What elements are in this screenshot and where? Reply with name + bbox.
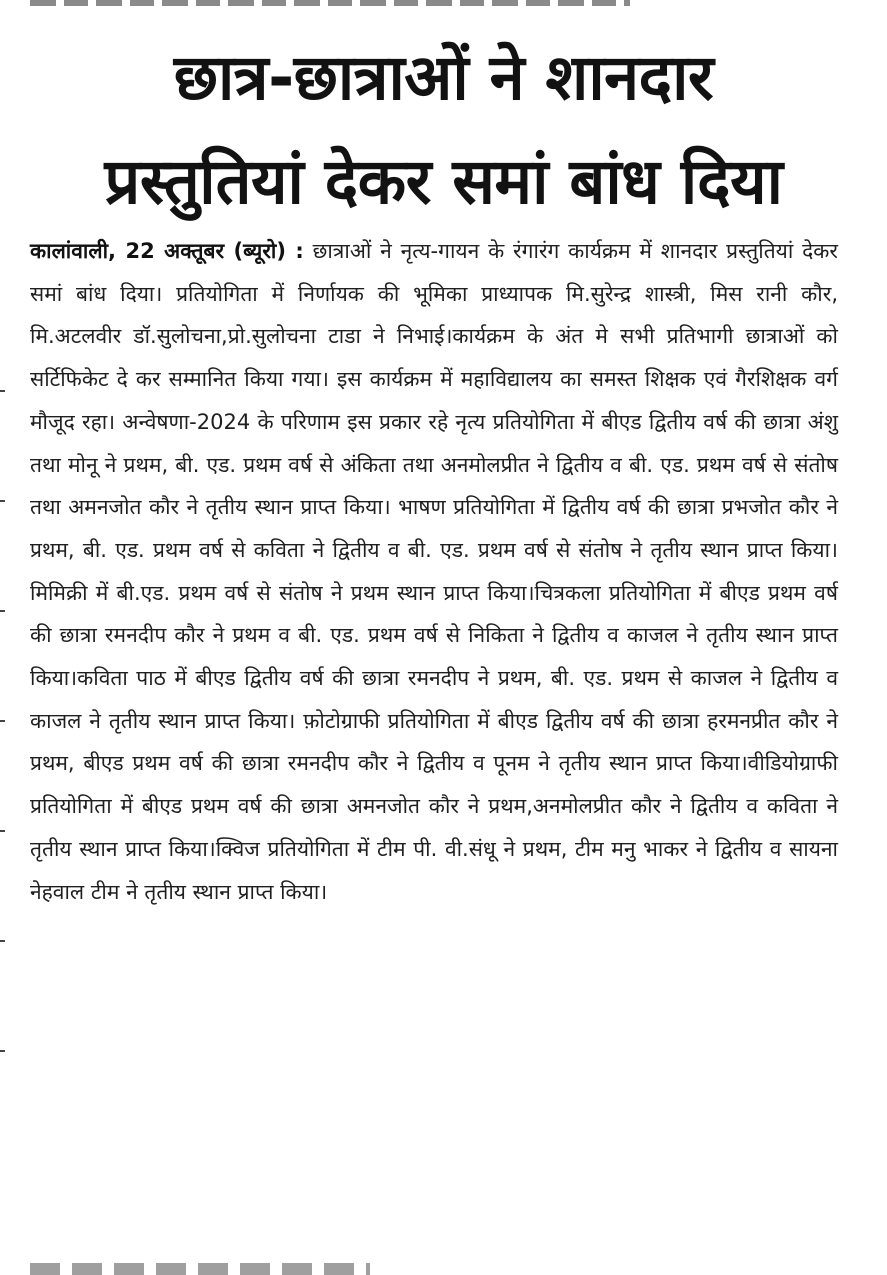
cropped-previous-text <box>30 0 630 6</box>
article-body <box>30 230 838 913</box>
article-text: छात्राओं ने नृत्य-गायन के रंगारंग कार्यक्रम में शानदार प्रस्तुतियां देकर समां बांध दिया। प्रतियोगिता में निर्णायक की भूमिका प्राध्यापक मि.सुरेन्द्र शास्त्री, मिस रानी कौर, मि.अटलवीर डॉ.सुलोचना,प्रो.सुलोचना टाडा ने निभाई।कार्यक्रम के अंत मे सभी प्रतिभागी छात्राओं को सर्टिफिकेट दे कर सम्मानित किया गया। इस कार्यक्रम में महाविद्यालय का समस्त शिक्षक एवं गैरशिक्षक वर्ग मौजूद रहा। अन्वेषणा-2024 के परिणाम इस प्रकार रहे नृत्य प्रतियोगिता में बीएड द्वितीय वर्ष की छात्रा अंशु तथा मोनू ने प्रथम, बी. एड. प्रथम वर्ष से अंकिता तथा अनमोलप्रीत ने द्वितीय व बी. एड. प्रथम वर्ष से संतोष तथा अमनजोत कौर ने तृतीय स्थान प्राप्त किया। भाषण प्रतियोगिता में द्वितीय वर्ष की छात्रा प्रभजोत कौर ने प्रथम, बी. एड. प्रथम वर्ष से कविता ने द्वितीय व बी. एड. प्रथम वर्ष से संतोष ने तृतीय स्थान प्राप्त किया। मिमिक्री में बी.एड. प्रथम वर्ष से संतोष ने प्रथम स्थान प्राप्त किया।चित्रकला प्रतियोगिता में बीएड प्रथम वर्ष की छात्रा रमनदीप कौर ने प्रथम व बी. एड. प्रथम वर्ष से निकिता ने द्वितीय व काजल ने तृतीय स्थान प्राप्त किया।कविता पाठ में बीएड द्वितीय वर्ष की छात्रा रमनदीप ने प्रथम, बी. एड. प्रथम से काजल ने द्वितीय व काजल ने तृतीय स्थान प्राप्त किया। फ़ोटोग्राफी प्रतियोगिता में बीएड द्वितीय वर्ष की छात्रा हरमनप्रीत कौर ने प्रथम, बीएड प्रथम वर्ष की छात्रा रमनदीप कौर ने द्वितीय व पूनम ने तृतीय स्थान प्राप्त किया।वीडियोग्राफी प्रतियोगिता में बीएड प्रथम वर्ष की छात्रा अमनजोत कौर ने प्रथम,अनमोलप्रीत कौर ने द्वितीय व कविता ने तृतीय स्थान प्राप्त किया।क्विज प्रतियोगिता में टीम पी. वी.संधू ने प्रथम, टीम मनु भाकर ने द्वितीय व सायना नेहवाल टीम ने तृतीय स्थान प्राप्त किया। <box>30 239 838 904</box>
dateline: कालांवाली, 22 अक्तूबर (ब्यूरो) : <box>30 239 304 263</box>
column-margin-marks <box>0 390 6 1090</box>
headline-line-2: प्रस्तुतियां देकर समां बांध दिया <box>104 145 783 218</box>
cropped-next-text <box>30 1263 370 1275</box>
headline <box>0 26 887 234</box>
headline-line-1: छात्र-छात्राओं ने शानदार <box>173 41 714 114</box>
